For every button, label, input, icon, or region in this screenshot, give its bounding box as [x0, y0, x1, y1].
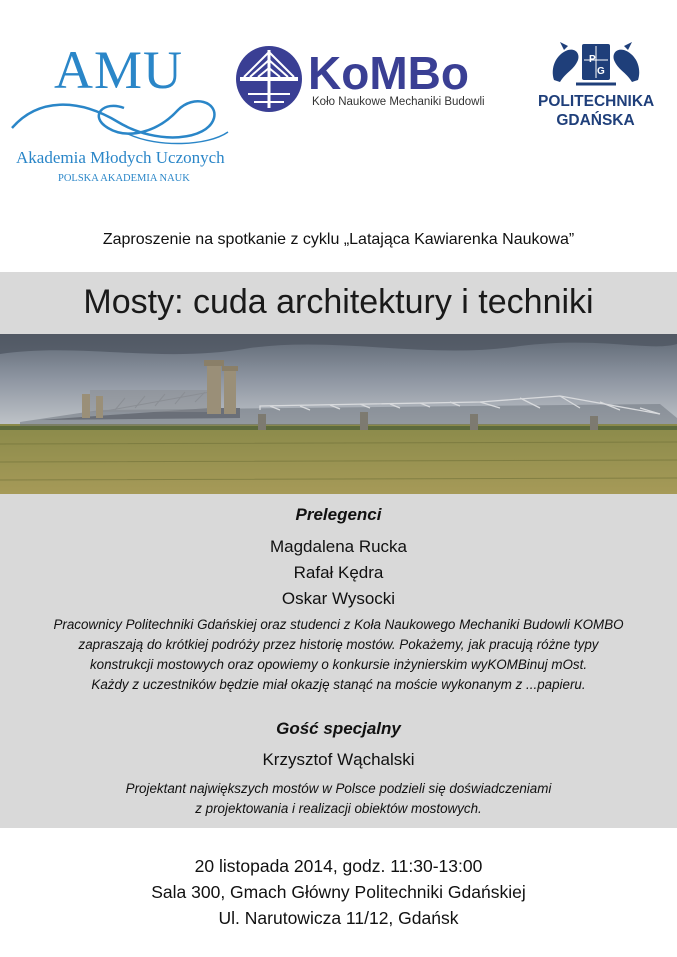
- description-line: z projektowania i realizacji obiektów mostowych.: [195, 801, 482, 816]
- amu-logo-title: AMU: [54, 40, 184, 100]
- description-line: Projektant największych mostów w Polsce podzieli się doświadczeniami: [125, 781, 552, 796]
- description-line: zapraszają do krótkiej podróży przez historię mostów. Pokażemy, jak pracują różne typy: [78, 637, 599, 652]
- speaker-name: Oskar Wysocki: [281, 589, 396, 608]
- kombo-bridge-icon: [234, 44, 304, 114]
- speaker-name: Magdalena Rucka: [269, 537, 408, 556]
- speakers-heading: Prelegenci: [295, 505, 382, 524]
- speakers-description: [0, 615, 677, 695]
- speaker-name: Rafał Kędra: [293, 563, 384, 582]
- kombo-logo-subtitle: Koło Naukowe Mechaniki Budowli: [312, 96, 485, 108]
- guest-description: [0, 779, 677, 819]
- kombo-logo: [234, 44, 524, 116]
- pg-logo-line2: GDAŃSKA: [556, 112, 635, 129]
- guest-heading: Gość specjalny: [276, 719, 401, 738]
- pg-crest-icon: [546, 40, 646, 90]
- amu-logo-org: POLSKA AKADEMIA NAUK: [58, 173, 190, 184]
- pg-logo: [538, 40, 668, 140]
- description-line: Każdy z uczestników będzie miał okazję stanąć na moście wykonanym z ...papieru.: [91, 677, 586, 692]
- amu-loop-icon: [8, 88, 238, 148]
- guest-name: Krzysztof Wąchalski: [262, 750, 415, 769]
- description-line: konstrukcji mostowych oraz opowiemy o konkursie inżynierskim wyKOMBinuj mOst.: [89, 657, 588, 672]
- page-title: Mosty: cuda architektury i techniki: [83, 283, 594, 321]
- pg-logo-line1: POLITECHNIKA: [538, 93, 655, 110]
- event-datetime: 20 listopada 2014, godz. 11:30-13:00: [194, 856, 483, 876]
- amu-logo-subtitle: Akademia Młodych Uczonych: [16, 148, 225, 167]
- amu-logo: [8, 40, 248, 190]
- bridge-photo: [0, 334, 677, 494]
- kombo-logo-name: KoMBo: [308, 47, 469, 99]
- svg-text:G: G: [597, 66, 605, 77]
- invitation-text: Zaproszenie na spotkanie z cyklu „Latająca Kawiarenka Naukowa”: [102, 231, 575, 248]
- pg-logo-name: [538, 92, 653, 130]
- event-room: Sala 300, Gmach Główny Politechniki Gdańskiej: [151, 882, 526, 902]
- event-address: Ul. Narutowicza 11/12, Gdańsk: [218, 908, 459, 928]
- description-line: Pracownicy Politechniki Gdańskiej oraz studenci z Koła Naukowego Mechaniki Budowli KOMBO: [53, 617, 624, 632]
